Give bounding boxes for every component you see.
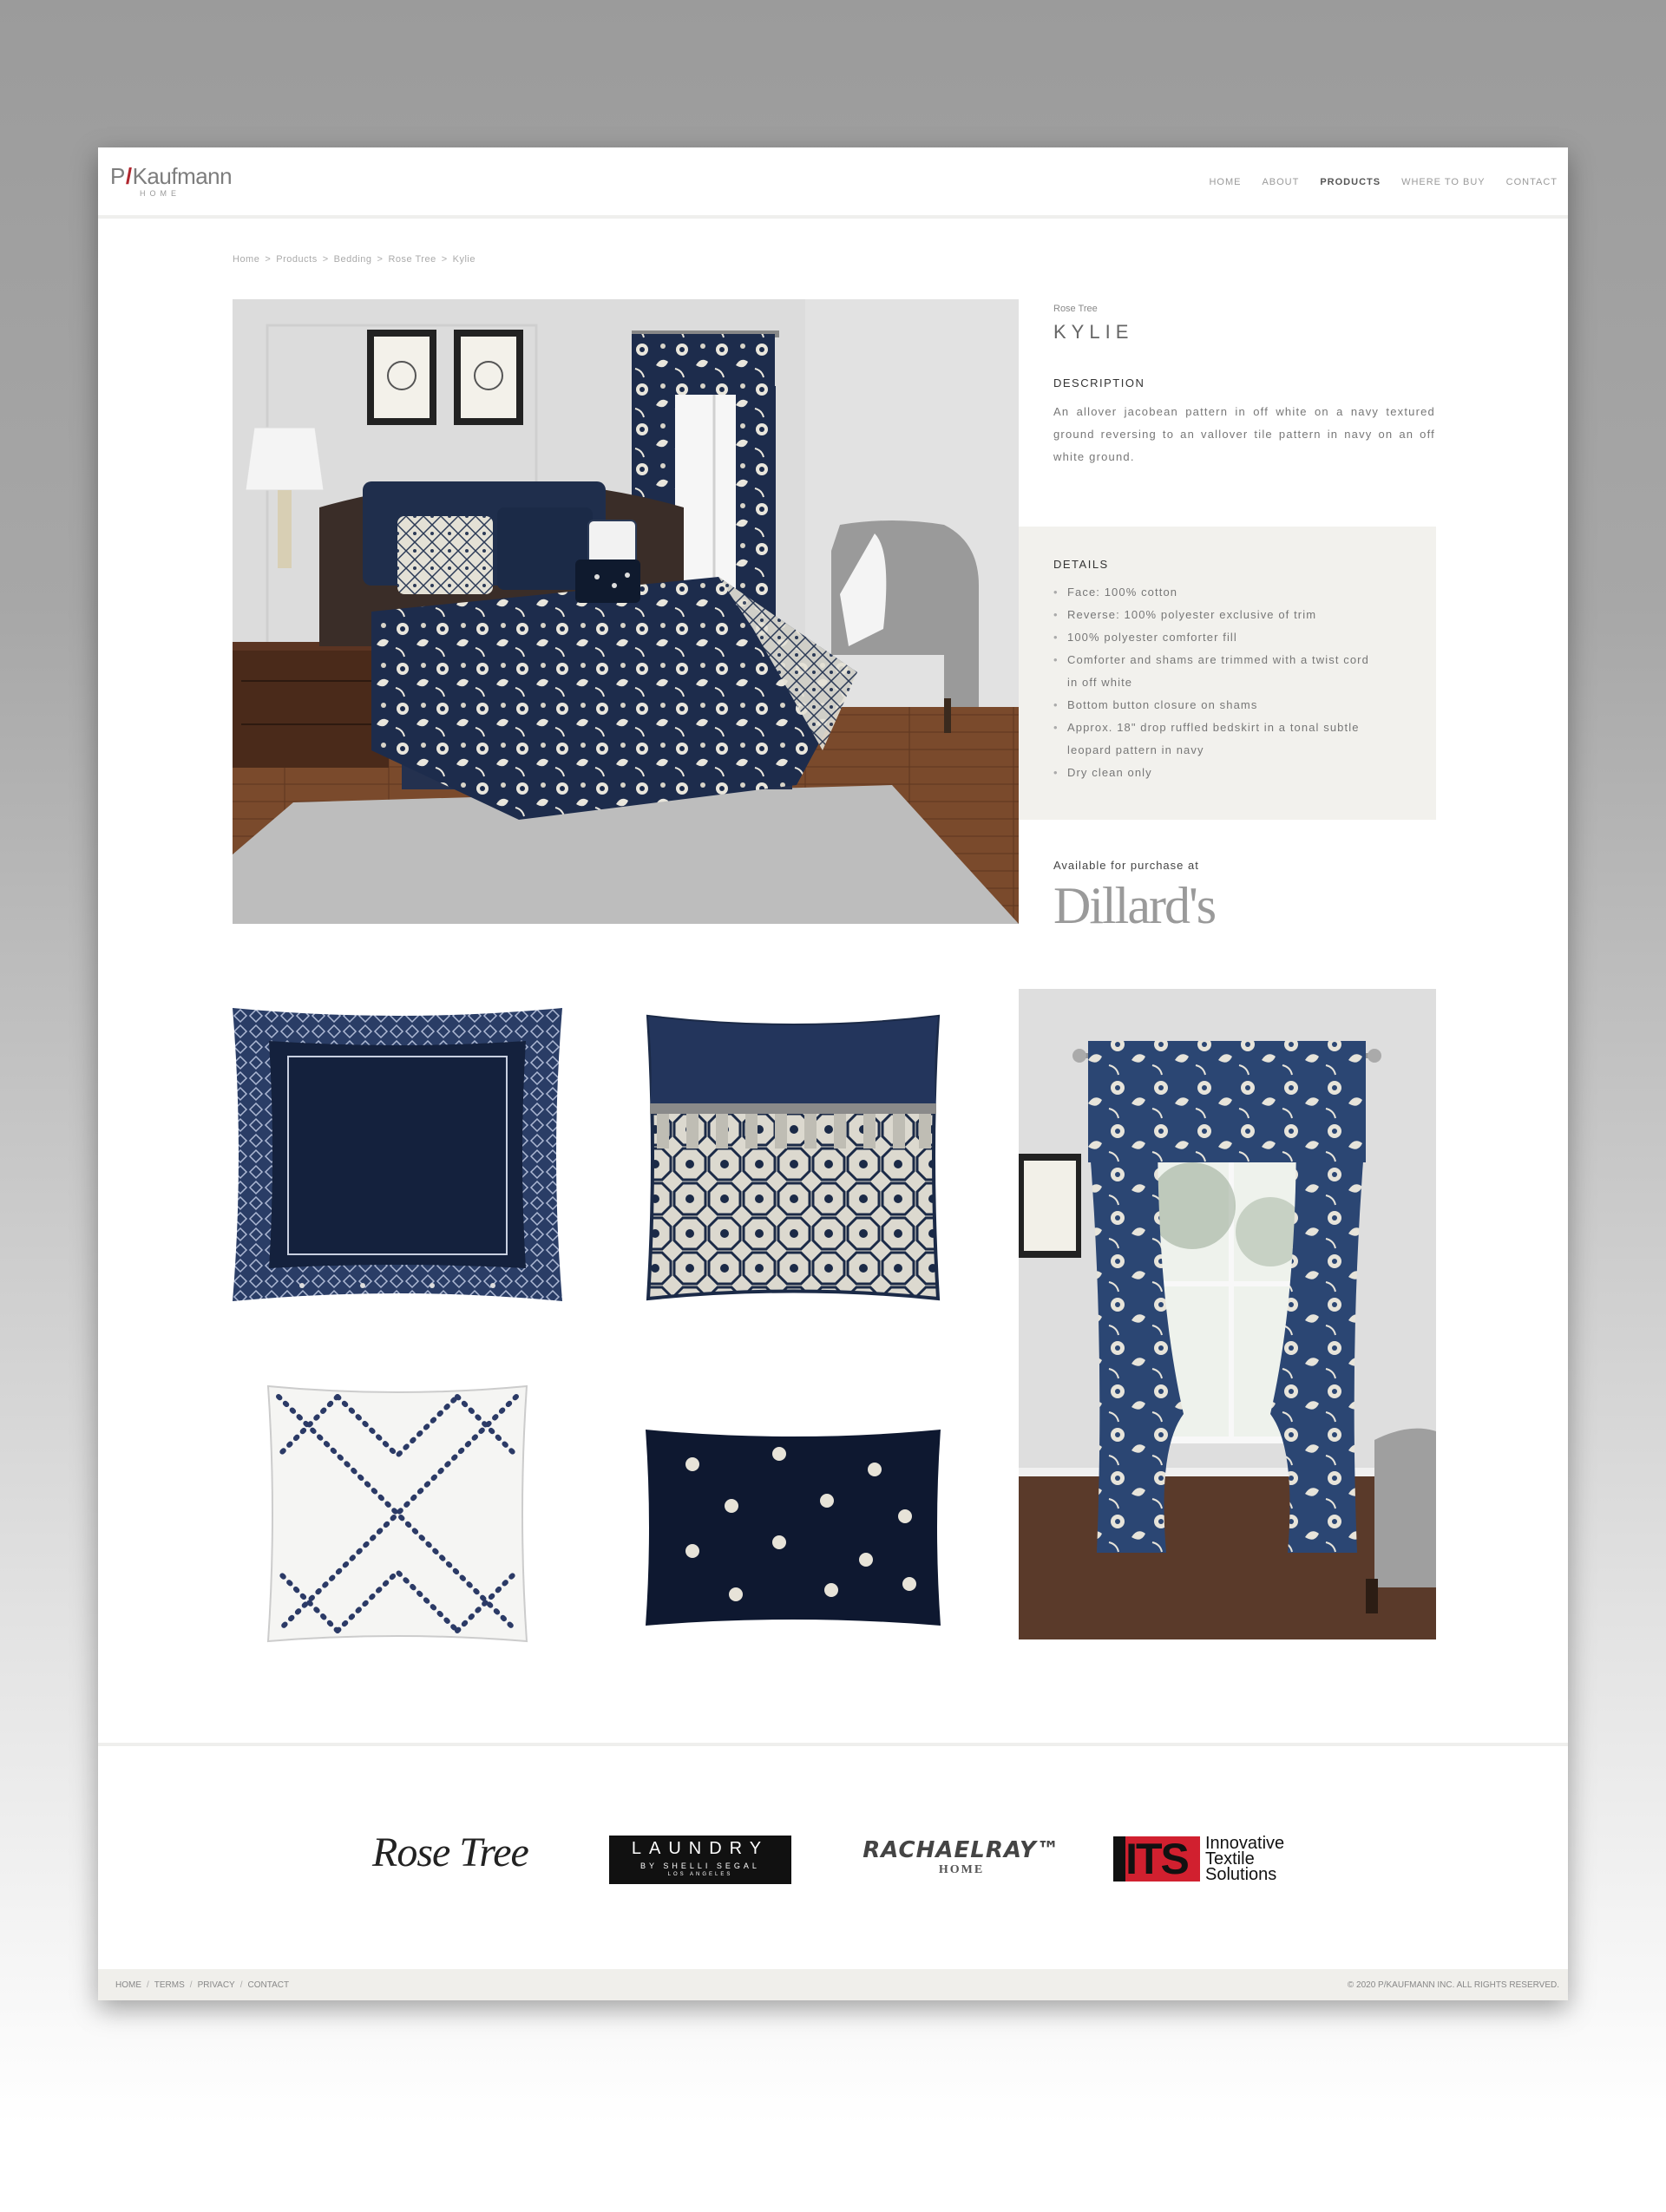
brand-logo-rachael-ray[interactable] — [857, 1837, 1066, 1877]
brand-logo-its[interactable] — [1113, 1836, 1284, 1882]
trellis-pillow-illustration — [261, 1379, 534, 1648]
nav-contact[interactable]: CONTACT — [1505, 177, 1558, 187]
detail-item: • 100% polyester comforter fill — [1053, 626, 1401, 649]
retailer-logo-dillards[interactable]: Dillard's — [1053, 877, 1216, 934]
breadcrumb-products[interactable]: Products — [276, 254, 318, 265]
logo-slash: / — [125, 163, 132, 189]
its-mark: ITS — [1113, 1836, 1200, 1882]
logo-wordmark — [110, 165, 232, 187]
detail-item: • Dry clean only — [1053, 762, 1401, 784]
detail-item: • Approx. 18" drop ruffled bedskirt in a tonal subtle — [1053, 717, 1401, 739]
laundry-location: LOS ANGELES — [667, 1872, 733, 1877]
collection-label: Rose Tree — [1053, 304, 1098, 314]
dot-pillow-illustration — [640, 1421, 946, 1634]
laundry-subtitle: BY SHELLI SEGAL — [640, 1862, 760, 1870]
footer-separator: / — [239, 1980, 243, 1990]
detail-item: • Comforter and shams are trimmed with a twist cord — [1053, 649, 1401, 671]
breadcrumb-separator: > — [441, 254, 448, 265]
nav-products[interactable]: PRODUCTS — [1320, 177, 1381, 187]
footer-link-home[interactable]: HOME — [115, 1980, 141, 1990]
details-list — [1053, 581, 1401, 784]
product-description: An allover jacobean pattern in off white on a navy textured ground reversing to an vallover tile pattern in navy on an off white ground. — [1053, 405, 1435, 463]
detail-item: • Bottom button closure on shams — [1053, 694, 1401, 717]
breadcrumb-separator: > — [322, 254, 329, 265]
breadcrumb — [233, 254, 476, 265]
detail-item-continued: leopard pattern in navy — [1067, 743, 1204, 756]
brand-logo-rose-tree[interactable]: Rose Tree — [372, 1829, 528, 1875]
bedroom-illustration — [233, 299, 1019, 924]
logo-subtitle: HOME — [140, 189, 180, 198]
brand-logo[interactable] — [110, 165, 232, 198]
section-divider — [98, 1743, 1568, 1746]
product-euro-sham-image[interactable] — [233, 1008, 562, 1303]
details-heading: DETAILS — [1053, 558, 1109, 571]
footer-link-terms[interactable]: TERMS — [154, 1980, 185, 1990]
detail-item-continued: in off white — [1067, 676, 1133, 689]
euro-sham-illustration — [233, 1008, 562, 1303]
breadcrumb-bedding[interactable]: Bedding — [333, 254, 372, 265]
site-footer — [98, 1969, 1568, 2000]
rachael-ray-home: HOME — [938, 1863, 985, 1876]
its-text — [1205, 1836, 1284, 1882]
product-tassel-pillow-image[interactable] — [638, 1008, 948, 1312]
description-heading: DESCRIPTION — [1053, 376, 1145, 389]
its-line: Solutions — [1205, 1865, 1277, 1884]
main-nav — [1209, 177, 1558, 187]
nav-about[interactable]: ABOUT — [1262, 177, 1300, 187]
details-panel — [1019, 527, 1436, 820]
copyright-text: © 2020 P/KAUFMANN INC. ALL RIGHTS RESERVED. — [1347, 1980, 1559, 1990]
rachael-ray-wordmark: RACHAELRAY™ — [863, 1837, 1060, 1863]
footer-separator: / — [147, 1980, 149, 1990]
brand-logo-laundry[interactable] — [609, 1836, 791, 1884]
breadcrumb-current: Kylie — [452, 254, 476, 265]
page — [98, 147, 1568, 2000]
breadcrumb-home[interactable]: Home — [233, 254, 260, 265]
detail-item: • Face: 100% cotton — [1053, 581, 1401, 604]
breadcrumb-separator: > — [265, 254, 272, 265]
logo-name: Kaufmann — [132, 163, 233, 189]
site-header — [98, 147, 1568, 219]
nav-home[interactable]: HOME — [1209, 177, 1242, 187]
hero-bedroom-image[interactable] — [233, 299, 1019, 924]
its-line: Innovative — [1205, 1834, 1285, 1853]
its-line: Textile — [1205, 1849, 1255, 1868]
drapery-illustration — [1019, 989, 1436, 1639]
breadcrumb-rose-tree[interactable]: Rose Tree — [388, 254, 436, 265]
availability-label: Available for purchase at — [1053, 859, 1199, 872]
product-title: KYLIE — [1053, 321, 1134, 343]
footer-link-contact[interactable]: CONTACT — [247, 1980, 290, 1990]
laundry-wordmark: LAUNDRY — [631, 1839, 770, 1858]
footer-separator: / — [189, 1980, 193, 1990]
product-drapery-image[interactable] — [1019, 989, 1436, 1639]
product-trellis-pillow-image[interactable] — [261, 1379, 534, 1648]
breadcrumb-separator: > — [377, 254, 384, 265]
detail-item: • Reverse: 100% polyester exclusive of trim — [1053, 604, 1401, 626]
footer-links — [115, 1980, 289, 1990]
product-dot-pillow-image[interactable] — [640, 1421, 946, 1634]
footer-link-privacy[interactable]: PRIVACY — [197, 1980, 235, 1990]
tassel-pillow-illustration — [638, 1008, 948, 1312]
nav-where-to-buy[interactable]: WHERE TO BUY — [1401, 177, 1486, 187]
logo-letter: P — [110, 163, 125, 189]
